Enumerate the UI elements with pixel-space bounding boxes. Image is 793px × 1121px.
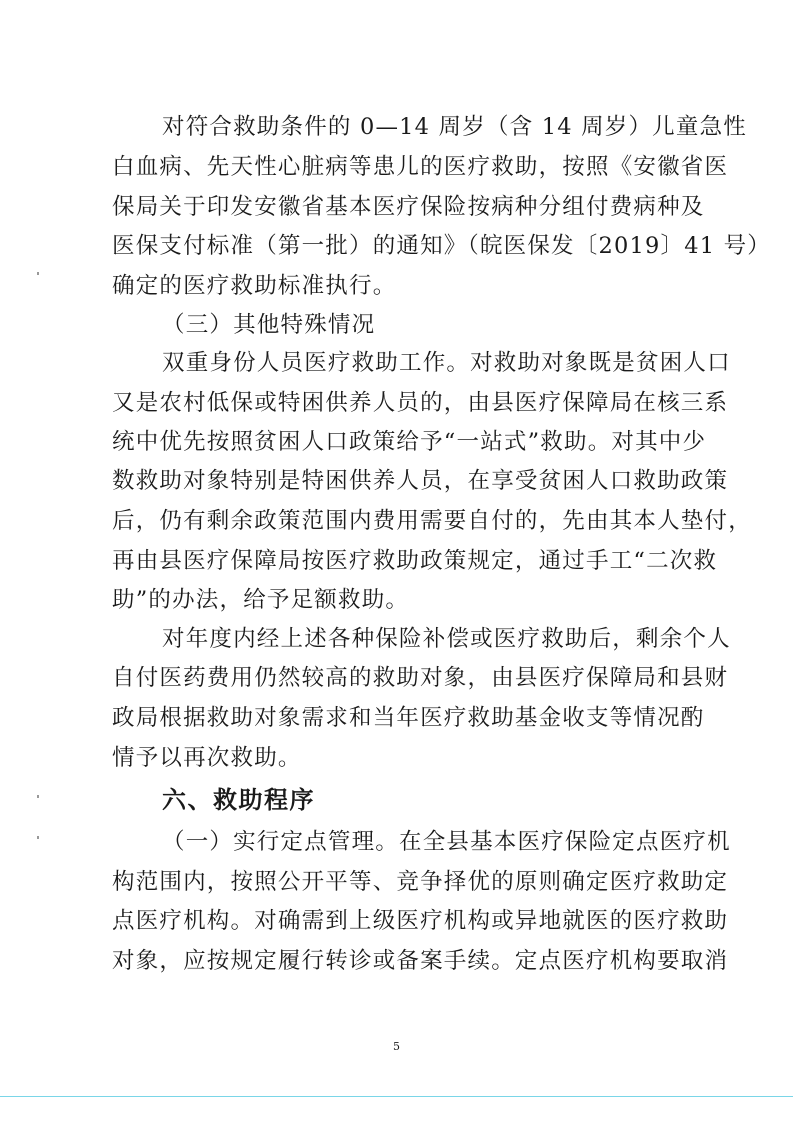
- paragraph-line: 保局关于印发安徽省基本医疗保险按病种分组付费病种及: [112, 194, 705, 220]
- paragraph-line: 又是农村低保或特困供养人员的，由县医疗保障局在核三系: [112, 390, 729, 416]
- page-number: 5: [393, 1040, 400, 1053]
- paragraph-line: 自付医药费用仍然较高的救助对象，由县医疗保障局和县财: [112, 665, 729, 691]
- paragraph-line: 双重身份人员医疗救助工作。对救助对象既是贫困人口: [162, 350, 731, 376]
- paragraph-line: 政局根据救助对象需求和当年医疗救助基金收支等情况酌: [112, 705, 705, 731]
- paragraph-line: 构范围内，按照公开平等、竞争择优的原则确定医疗救助定: [112, 869, 729, 895]
- paragraph-line: （一）实行定点管理。在全县基本医疗保险定点医疗机: [162, 829, 731, 855]
- paragraph-line: 白血病、先天性心脏病等患儿的医疗救助，按照《安徽省医: [112, 154, 729, 180]
- paragraph-line: 情予以再次救助。: [112, 745, 302, 771]
- scan-artifact: [37, 795, 39, 798]
- paragraph-line: 对象，应按规定履行转诊或备案手续。定点医疗机构要取消: [112, 948, 729, 974]
- scan-artifact: [37, 272, 39, 275]
- bottom-edge-line: [0, 1096, 793, 1097]
- paragraph-line: 统中优先按照贫困人口政策给予“一站式”救助。对其中少: [112, 429, 707, 455]
- paragraph-line: 对年度内经上述各种保险补偿或医疗救助后，剩余个人: [162, 626, 731, 652]
- paragraph-line: 点医疗机构。对确需到上级医疗机构或异地就医的医疗救助: [112, 908, 729, 934]
- section-heading: 六、救助程序: [162, 786, 315, 814]
- paragraph-line: 助”的办法，给予足额救助。: [112, 587, 410, 613]
- paragraph-line: 对符合救助条件的 0—14 周岁（含 14 周岁）儿童急性: [162, 114, 747, 140]
- paragraph-line: 确定的医疗救助标准执行。: [112, 273, 397, 299]
- paragraph-line: 医保支付标准（第一批）的通知》（皖医保发〔2019〕41 号）: [112, 233, 771, 259]
- scan-artifact: [37, 836, 39, 839]
- paragraph-line: 后，仍有剩余政策范围内费用需要自付的，先由其本人垫付，: [112, 508, 752, 534]
- paragraph-line: 数救助对象特别是特困供养人员，在享受贫困人口救助政策: [112, 468, 729, 494]
- section-subheading: （三）其他特殊情况: [162, 312, 376, 338]
- paragraph-line: 再由县医疗保障局按医疗救助政策规定，通过手工“二次救: [112, 548, 718, 574]
